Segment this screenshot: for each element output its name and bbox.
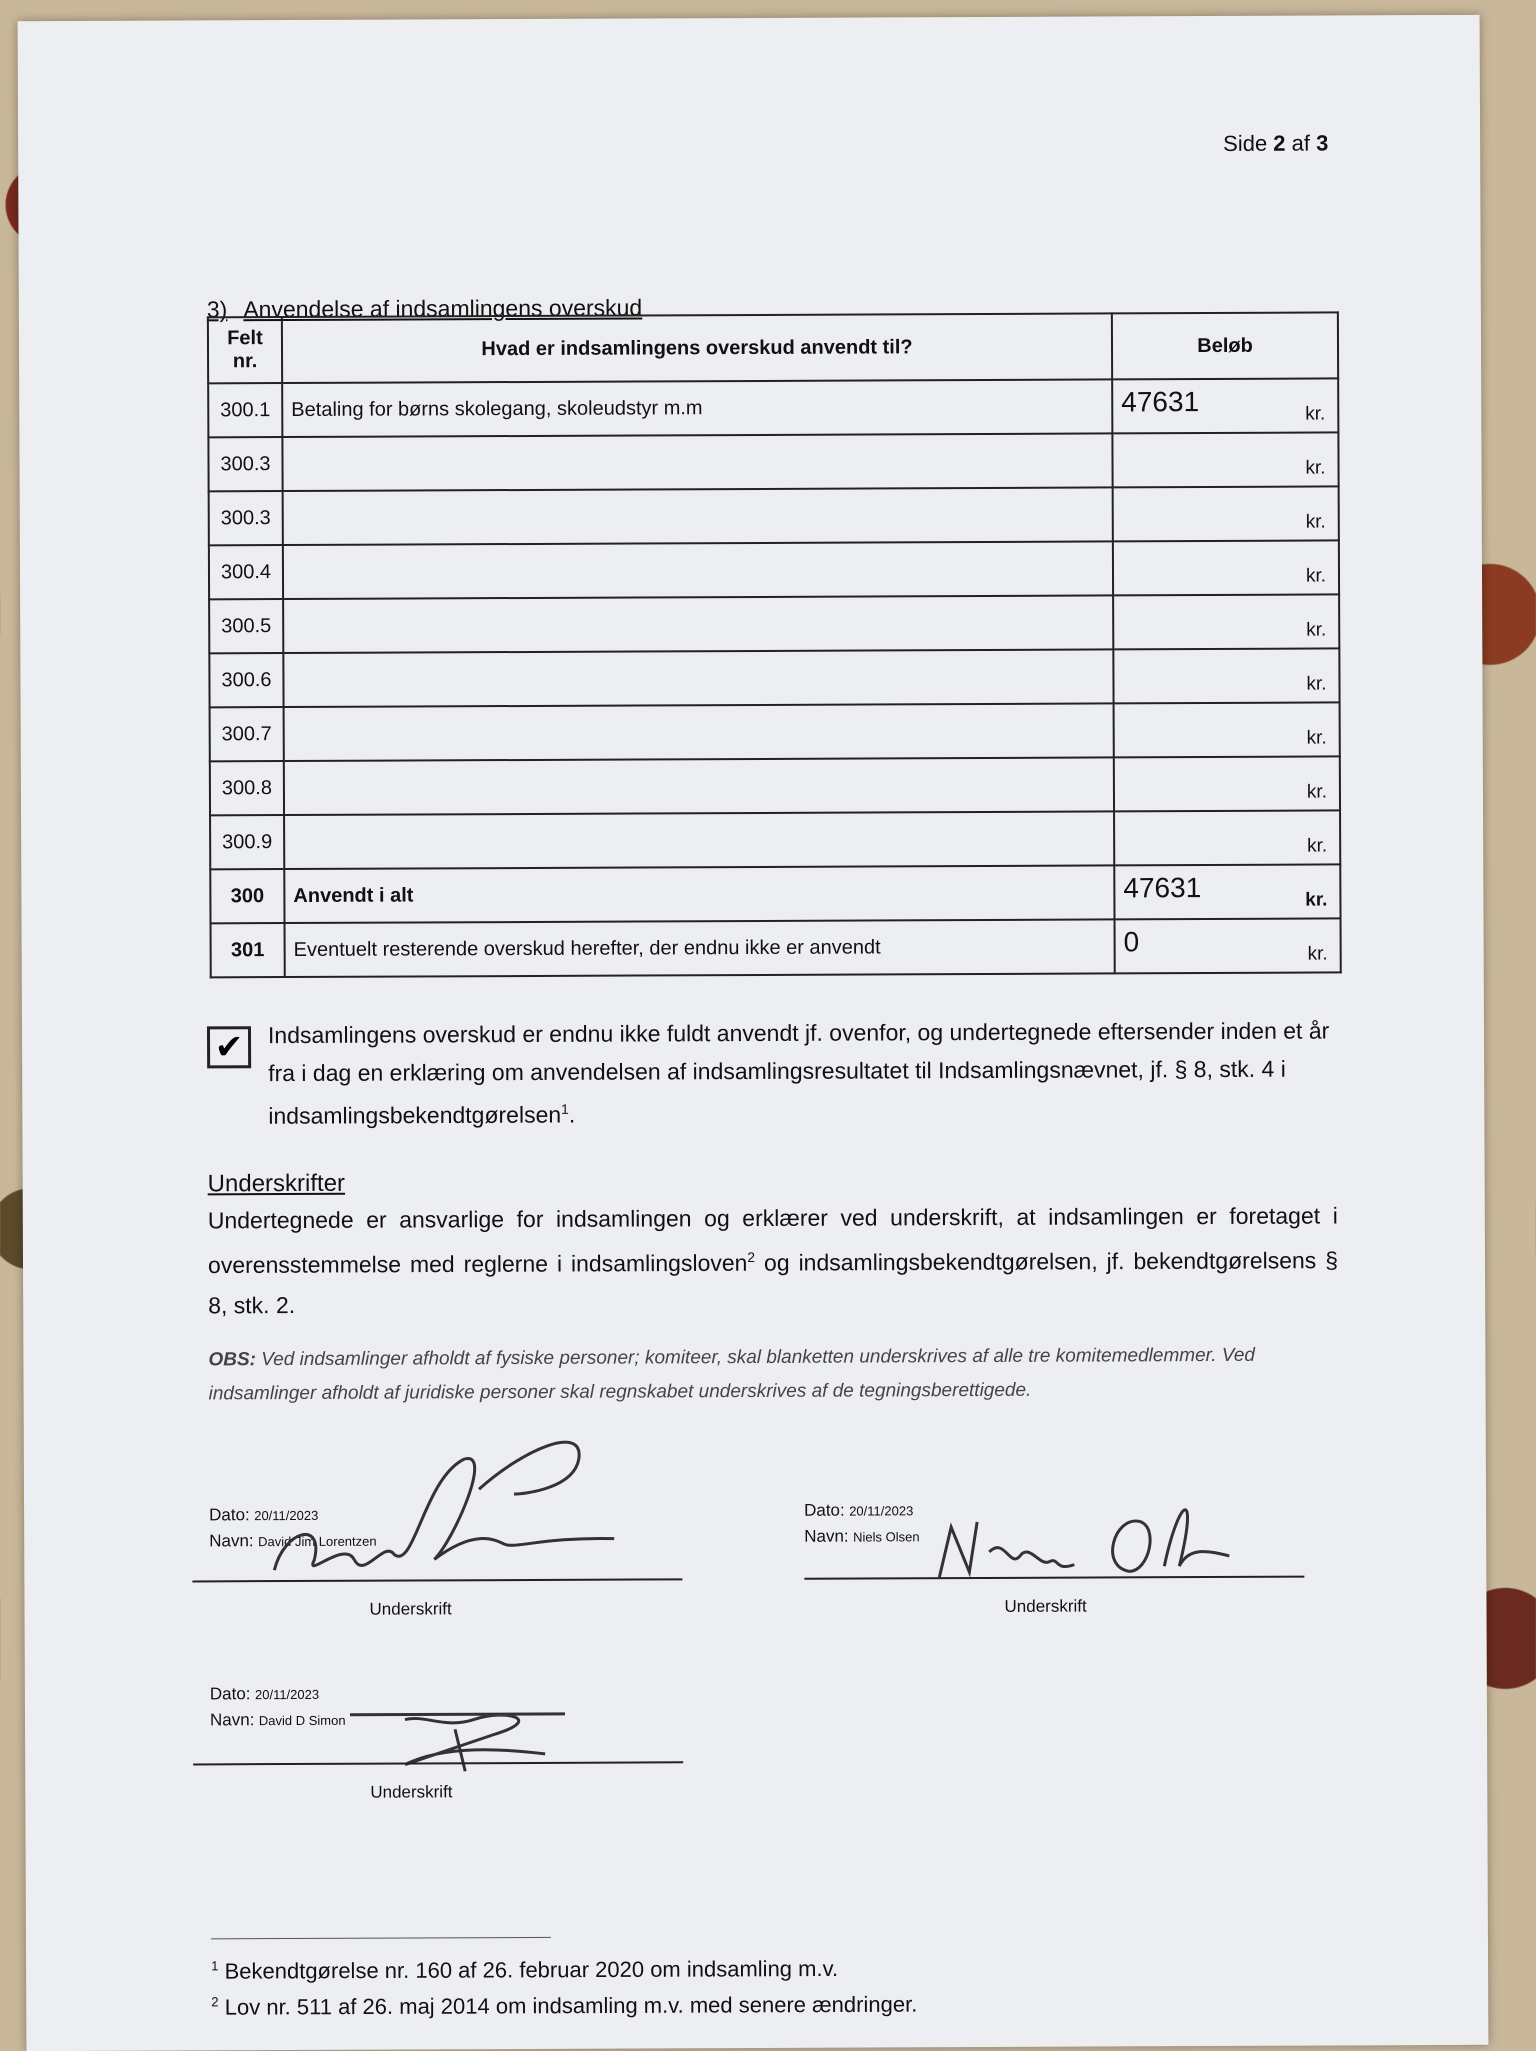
- table-row: [208, 432, 1338, 491]
- signer-3-block: Dato: 20/11/2023 Navn: David D Simon: [209, 1684, 346, 1730]
- currency-label: kr.: [1305, 565, 1327, 587]
- total-label: Anvendt i alt: [284, 865, 1114, 923]
- signer-1-name: David Jim Lorentzen: [258, 1533, 377, 1550]
- header-felt: Felt nr.: [208, 317, 282, 383]
- currency-label: kr.: [1305, 403, 1326, 425]
- purpose-cell[interactable]: Betaling for børns skolegang, skoleudstyr m.m: [282, 379, 1112, 437]
- page-number: Side 2 af 3: [1223, 130, 1329, 156]
- table-row-remaining: 301 Eventuelt resterende overskud herefter, der endnu ikke er anvendt 0 kr.: [211, 918, 1341, 977]
- footnote-separator: [211, 1937, 551, 1939]
- felt-number: 300.5: [209, 599, 283, 653]
- not-fully-used-checkbox[interactable]: [207, 1026, 251, 1068]
- purpose-cell[interactable]: [284, 757, 1114, 815]
- signature-caption-3: Underskrift: [370, 1782, 453, 1802]
- table-row: [209, 594, 1339, 653]
- currency-label: kr.: [1306, 781, 1327, 803]
- signer-1-block: Dato: 20/11/2023 Navn: David Jim Lorentzen: [209, 1505, 377, 1551]
- purpose-cell[interactable]: [284, 703, 1114, 761]
- amount-cell[interactable]: [1113, 486, 1339, 541]
- obs-note: OBS: Ved indsamlinger afholdt af fysiske personer; komiteer, skal blanketten underskrives af alle tre komitemedlemmer. Ved indsamlinger afholdt af juridiske personer skal regnskabet underskrives af de tegningsberettigede.: [208, 1344, 1255, 1405]
- signature-caption-2: Underskrift: [1004, 1596, 1087, 1616]
- remaining-amount-cell: 0 kr.: [1115, 918, 1341, 973]
- amount-cell[interactable]: [1113, 648, 1339, 703]
- signer-3-date: 20/11/2023: [254, 1686, 320, 1703]
- purpose-cell[interactable]: [282, 433, 1112, 491]
- table-row: [210, 756, 1340, 815]
- signature-1-image: [264, 1419, 625, 1591]
- checkbox-text: Indsamlingens overskud er endnu ikke fuldt anvendt jf. ovenfor, og undertegnede eftersender inden et år fra i dag en erklæring om anvendelsen af indsamlingsresultatet til Indsamlingsnævnet, jf. § 8, stk. 4 i indsamlingsbekendtgørelsen$^1$.: [267, 1017, 1330, 1129]
- section-number: 3): [206, 296, 228, 323]
- purpose-cell[interactable]: [284, 811, 1114, 869]
- header-amount: Beløb: [1112, 312, 1338, 379]
- felt-number: 300.4: [209, 545, 283, 599]
- surplus-table: [207, 311, 1342, 978]
- signer-1-date: 20/11/2023: [254, 1507, 319, 1524]
- table-row: [210, 702, 1340, 761]
- signatures-heading: Underskrifter: [207, 1169, 346, 1198]
- felt-number: 300.9: [210, 815, 284, 869]
- signer-3-name: David D Simon: [258, 1712, 346, 1729]
- table-row: [209, 648, 1339, 707]
- currency-label: kr.: [1306, 619, 1327, 641]
- currency-label: kr.: [1307, 835, 1328, 857]
- checkmark-icon: ✔: [214, 1028, 244, 1067]
- purpose-cell[interactable]: [283, 595, 1113, 653]
- felt-number: 300.7: [210, 707, 284, 761]
- currency-label: kr.: [1305, 511, 1326, 533]
- table-row: [208, 378, 1338, 437]
- table-row: [209, 540, 1339, 599]
- purpose-cell[interactable]: [283, 541, 1113, 599]
- felt-number: 300.3: [208, 437, 282, 491]
- signatures-declaration: Undertegnede er ansvarlige for indsamlingen og erklærer ved underskrift, at indsamlingen er foretaget i overensstemmelse med reglerne i indsamlingsloven$^2$ og indsamlingsbekendtgørelsen, jf. bekendtgørelsens § 8, stk. 2.: [207, 1202, 1339, 1319]
- amount-cell[interactable]: [1114, 810, 1340, 865]
- amount-cell[interactable]: [1112, 432, 1338, 487]
- purpose-cell[interactable]: [283, 487, 1113, 545]
- table-row-total: 300 Anvendt i alt 47631 kr.: [210, 864, 1340, 923]
- amount-value: 47631: [1121, 386, 1200, 418]
- signature-caption-1: Underskrift: [369, 1599, 452, 1619]
- amount-cell[interactable]: [1113, 594, 1339, 649]
- table-header-row: [208, 312, 1338, 383]
- section-heading: Anvendelse af indsamlingens overskud: [243, 294, 643, 323]
- currency-label: kr.: [1306, 727, 1327, 749]
- footnote-1: $^1$ Bekendtgørelse nr. 160 af 26. februar 2020 om indsamling m.v.: [211, 1955, 839, 1984]
- purpose-cell[interactable]: [283, 649, 1113, 707]
- header-purpose: Hvad er indsamlingens overskud anvendt til?: [282, 313, 1112, 383]
- felt-number: 300.8: [210, 761, 284, 815]
- total-amount-cell: 47631 kr.: [1114, 864, 1340, 919]
- amount-cell[interactable]: [1112, 378, 1338, 433]
- felt-number: 300.1: [208, 383, 282, 437]
- table-row: [210, 810, 1340, 869]
- amount-cell[interactable]: [1114, 756, 1340, 811]
- signature-2-image: [929, 1476, 1249, 1587]
- amount-cell[interactable]: [1113, 540, 1339, 595]
- felt-number: 300.3: [209, 491, 283, 545]
- document-page: [18, 15, 1489, 2051]
- remaining-label: Eventuelt resterende overskud herefter, der endnu ikke er anvendt: [285, 919, 1115, 977]
- currency-label: kr.: [1306, 673, 1327, 695]
- table-row: [209, 486, 1339, 545]
- signer-2-block: Dato: 20/11/2023 Navn: Niels Olsen: [804, 1500, 920, 1546]
- signer-2-name: Niels Olsen: [853, 1529, 920, 1545]
- amount-cell[interactable]: [1114, 702, 1340, 757]
- footnote-2: $^2$ Lov nr. 511 af 26. maj 2014 om indsamling m.v. med senere ændringer.: [211, 1991, 918, 2020]
- currency-label: kr.: [1305, 457, 1326, 479]
- felt-number: 300.6: [209, 653, 283, 707]
- signature-3-image: [345, 1699, 575, 1780]
- signer-2-date: 20/11/2023: [849, 1503, 914, 1519]
